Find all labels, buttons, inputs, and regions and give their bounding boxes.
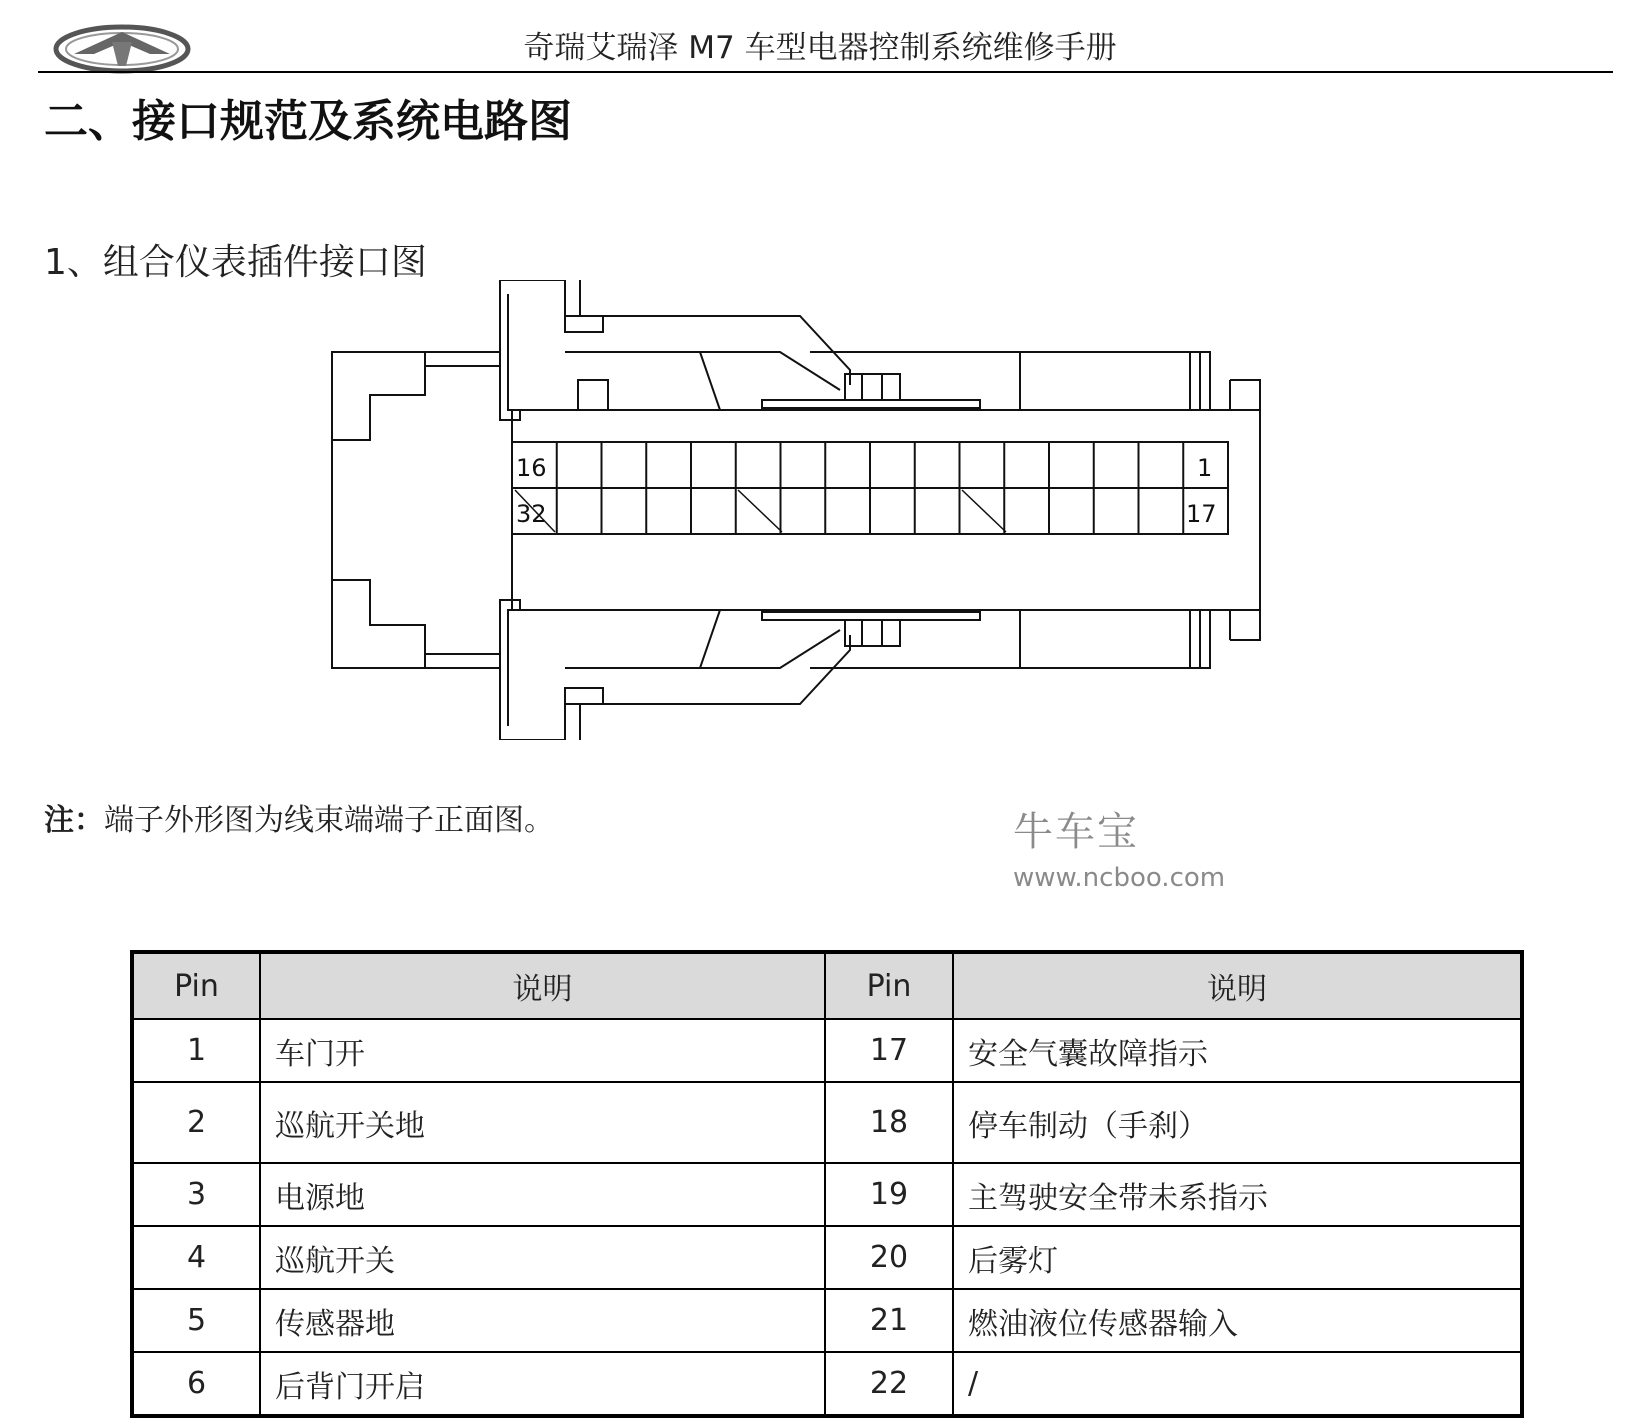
table-row (132, 1289, 1522, 1352)
pin-label-16: 16 (516, 454, 547, 482)
table-row (132, 1019, 1522, 1082)
watermark-brand: 牛车宝 (1013, 809, 1139, 855)
pin-description: 主驾驶安全带未系指示 (953, 1163, 1522, 1226)
subsection-title: 1、组合仪表插件接口图 (44, 242, 427, 283)
pin-description: 巡航开关地 (260, 1082, 825, 1163)
pin-description: 车门开 (260, 1019, 825, 1082)
chery-logo-icon (52, 22, 192, 76)
connector-diagram (320, 280, 1320, 740)
watermark-url: www.ncboo.com (1013, 863, 1226, 893)
pin-description: 燃油液位传感器输入 (953, 1289, 1522, 1352)
pin-number: 17 (825, 1019, 953, 1082)
header-pin: Pin (825, 952, 953, 1019)
connector-housing (512, 410, 1260, 610)
pin-description: 后雾灯 (953, 1226, 1522, 1289)
connector-clip-top (500, 280, 603, 332)
pin-number: 3 (132, 1163, 260, 1226)
pin-description: 巡航开关 (260, 1226, 825, 1289)
pin-description: 后背门开启 (260, 1352, 825, 1416)
table-row (132, 1352, 1522, 1416)
pin-label-17: 17 (1186, 500, 1217, 528)
pin-number: 21 (825, 1289, 953, 1352)
header-desc: 说明 (953, 952, 1522, 1019)
unused-pin-mark (738, 490, 782, 532)
pin-number: 6 (132, 1352, 260, 1416)
pin-number: 18 (825, 1082, 953, 1163)
connector-flange-left (332, 352, 425, 440)
pin-number: 19 (825, 1163, 953, 1226)
pin-description: 安全气囊故障指示 (953, 1019, 1522, 1082)
section-title: 二、接口规范及系统电路图 (44, 96, 572, 147)
pin-number: 2 (132, 1082, 260, 1163)
pin-number: 4 (132, 1226, 260, 1289)
note-text: 端子外形图为线束端端子正面图。 (104, 803, 554, 838)
pin-number: 1 (132, 1019, 260, 1082)
table-row (132, 1226, 1522, 1289)
pin-description: 停车制动（手刹） (953, 1082, 1522, 1163)
header-desc: 说明 (260, 952, 825, 1019)
watermark (1013, 800, 1225, 893)
pin-description: / (953, 1352, 1522, 1416)
pin-number: 20 (825, 1226, 953, 1289)
unused-pin-mark (962, 490, 1006, 532)
note-label: 注： (44, 803, 104, 838)
pin-label-32: 32 (516, 500, 547, 528)
pin-description: 电源地 (260, 1163, 825, 1226)
pin-label-1: 1 (1197, 454, 1213, 482)
pin-number: 5 (132, 1289, 260, 1352)
pin-description: 传感器地 (260, 1289, 825, 1352)
table-row (132, 1082, 1522, 1163)
header-divider (38, 71, 1613, 73)
header-pin: Pin (132, 952, 260, 1019)
pin-number: 22 (825, 1352, 953, 1416)
pin-table (130, 950, 1524, 1418)
connector-clip-bottom (500, 688, 603, 740)
table-header-row (132, 952, 1522, 1019)
note (44, 795, 554, 839)
manual-title: 奇瑞艾瑞泽 M7 车型电器控制系统维修手册 (523, 30, 1117, 66)
table-row (132, 1163, 1522, 1226)
